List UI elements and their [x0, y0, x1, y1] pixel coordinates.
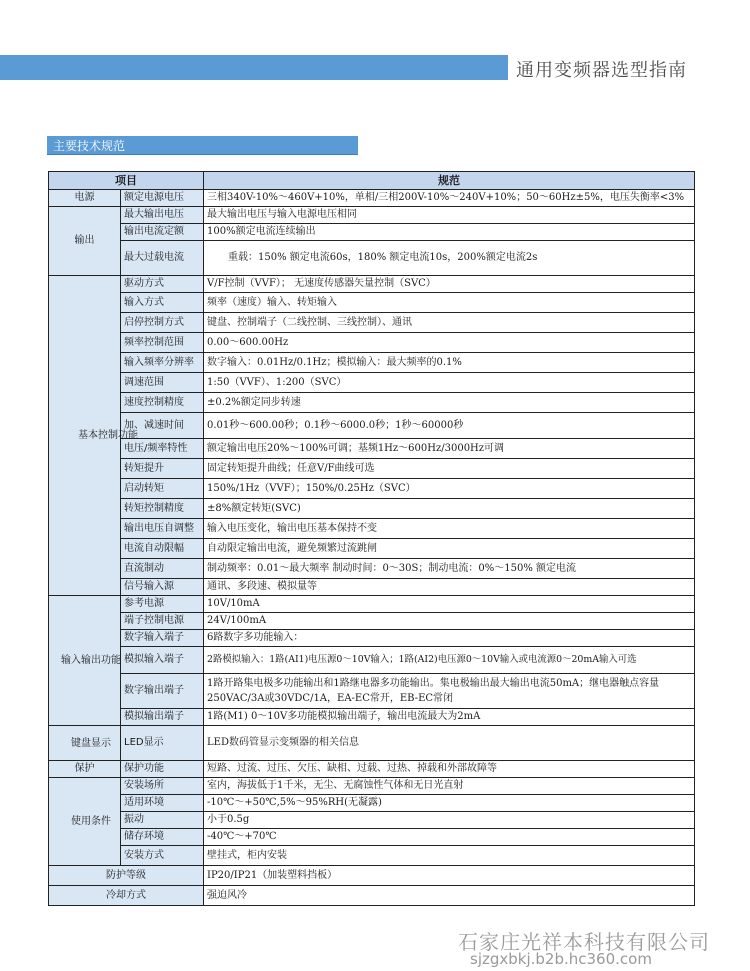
row-value: 数字输入：0.01Hz/0.1Hz；模拟输入：最大频率的0.1%	[204, 353, 695, 373]
table-row	[49, 829, 695, 846]
row-item: 输出电流定额	[121, 224, 204, 241]
row-item: 冷却方式	[49, 886, 204, 906]
row-item: 额定电源电压	[121, 190, 204, 207]
row-value: 0.01秒～600.00秒；0.1秒～6000.0秒；1秒～60000秒	[204, 413, 695, 439]
table-row	[49, 778, 695, 795]
row-item: 安装方式	[121, 846, 204, 866]
table-header-row	[49, 172, 695, 190]
row-value: 强迫风冷	[204, 886, 695, 906]
section-title: 主要技术规范	[53, 139, 126, 153]
row-item: LED显示	[121, 726, 204, 761]
row-item: 保护功能	[121, 761, 204, 778]
row-item: 储存环境	[121, 829, 204, 846]
row-item: 加、减速时间	[121, 413, 204, 439]
table-row	[49, 479, 695, 499]
row-item: 适用环境	[121, 795, 204, 812]
table-row	[49, 439, 695, 459]
table-row	[49, 207, 695, 224]
row-value: 6路数字多功能输入：	[204, 630, 695, 647]
row-value: 室内，海拔低于1千米，无尘、无腐蚀性气体和无日光直射	[204, 778, 695, 795]
row-value: 固定转矩提升曲线；任意V/F曲线可选	[204, 459, 695, 479]
row-value: 壁挂式，柜内安装	[204, 846, 695, 866]
row-item: 安装场所	[121, 778, 204, 795]
row-value: 键盘、控制端子（二线控制、三线控制）、通讯	[204, 313, 695, 333]
row-value: 三相340V-10%～460V+10%，单相/三相200V-10%～240V+10%；50～60Hz±5%，电压失衡率<3%	[204, 190, 695, 207]
table-row	[49, 596, 695, 613]
row-value: 0.00～600.00Hz	[204, 333, 695, 353]
table-row	[49, 866, 695, 886]
row-item: 电流自动限幅	[121, 539, 204, 559]
row-item: 信号输入源	[121, 579, 204, 596]
row-value: 100%额定电流连续输出	[204, 224, 695, 241]
category-power: 电源	[49, 190, 121, 207]
table-row	[49, 647, 695, 674]
row-value: 1路(M1) 0～10V多功能模拟输出端子，输出电流最大为2mA	[204, 709, 695, 726]
row-item: 模拟输入端子	[121, 647, 204, 674]
row-value: 短路、过流、过压、欠压、缺相、过载、过热、掉载和外部故障等	[204, 761, 695, 778]
category-output: 输出	[49, 207, 121, 276]
header-spec: 规范	[204, 172, 695, 190]
row-value: IP20/IP21（加装塑料挡板）	[204, 866, 695, 886]
category-basic-control: 基本控制功能	[49, 276, 121, 596]
table-row	[49, 630, 695, 647]
row-item: 输入频率分辨率	[121, 353, 204, 373]
row-item: 端子控制电源	[121, 613, 204, 630]
row-value: 24V/100mA	[204, 613, 695, 630]
table-row	[49, 812, 695, 829]
table-row	[49, 726, 695, 761]
row-value: 150%/1Hz（VVF）；150%/0.25Hz（SVC）	[204, 479, 695, 499]
row-item: 启停控制方式	[121, 313, 204, 333]
table-row	[49, 846, 695, 866]
row-value: 10V/10mA	[204, 596, 695, 613]
header-band	[0, 55, 508, 80]
row-value: 1:50（VVF）、1:200（SVC）	[204, 373, 695, 393]
company-watermark: 石家庄光祥本科技有限公司	[458, 930, 710, 954]
header-item: 项目	[49, 172, 204, 190]
row-value: 额定输出电压20%～100%可调；基频1Hz～600Hz/3000Hz可调	[204, 439, 695, 459]
table-row	[49, 795, 695, 812]
document-title: 通用变频器选型指南	[516, 60, 687, 81]
table-row	[49, 674, 695, 709]
category-io: 输入输出功能	[49, 596, 121, 726]
row-item: 调速范围	[121, 373, 204, 393]
table-row	[49, 413, 695, 439]
table-row	[49, 224, 695, 241]
category-protect: 保护	[49, 761, 121, 778]
table-row	[49, 499, 695, 519]
row-item: 数字输出端子	[121, 674, 204, 709]
row-value: V/F控制（VVF）； 无速度传感器矢量控制（SVC）	[204, 276, 695, 293]
row-item: 最大过载电流	[121, 241, 204, 276]
row-item: 输入方式	[121, 293, 204, 313]
row-value: 频率（速度）输入、转矩输入	[204, 293, 695, 313]
table-row	[49, 241, 695, 276]
table-row	[49, 761, 695, 778]
row-item: 直流制动	[121, 559, 204, 579]
row-item: 频率控制范围	[121, 333, 204, 353]
table-row	[49, 709, 695, 726]
row-item: 模拟输出端子	[121, 709, 204, 726]
table-row	[49, 333, 695, 353]
table-row	[49, 519, 695, 539]
site-watermark: sjzgxbkj.b2b.hc360.com	[470, 950, 652, 968]
row-item: 最大输出电压	[121, 207, 204, 224]
table-row	[49, 613, 695, 630]
row-value: ±8%额定转矩(SVC)	[204, 499, 695, 519]
table-row	[49, 579, 695, 596]
row-item: 驱动方式	[121, 276, 204, 293]
row-item: 速度控制精度	[121, 393, 204, 413]
table-row	[49, 313, 695, 333]
table-row	[49, 353, 695, 373]
row-item: 转矩控制精度	[121, 499, 204, 519]
table-row	[49, 559, 695, 579]
table-row	[49, 393, 695, 413]
table-row	[49, 276, 695, 293]
row-item: 启动转矩	[121, 479, 204, 499]
row-value: LED数码管显示变频器的相关信息	[204, 726, 695, 761]
row-value: 自动限定输出电流，避免频繁过流跳闸	[204, 539, 695, 559]
row-value: 重载：150% 额定电流60s，180% 额定电流10s，200%额定电流2s	[204, 241, 695, 276]
row-item: 振动	[121, 812, 204, 829]
row-value: 输入电压变化，输出电压基本保持不变	[204, 519, 695, 539]
table-row	[49, 459, 695, 479]
row-value: 1路开路集电极多功能输出和1路继电器多功能输出。集电极输出最大输出电流50mA；继电器触点容量250VAC/3A或30VDC/1A，EA-EC常开，EB-EC常闭	[204, 674, 695, 709]
table-row	[49, 373, 695, 393]
row-value: 2路模拟输入：1路(AI1)电压源0～10V输入；1路(AI2)电压源0～10V输入或电流源0～20mA输入可选	[204, 647, 695, 674]
table-row	[49, 190, 695, 207]
row-value: 制动频率：0.01～最大频率 制动时间：0～30S；制动电流：0%～150% 额定电流	[204, 559, 695, 579]
row-value: -10℃～+50℃,5%～95%RH(无凝露)	[204, 795, 695, 812]
row-item: 电压/频率特性	[121, 439, 204, 459]
row-item: 输出电压自调整	[121, 519, 204, 539]
row-item: 参考电源	[121, 596, 204, 613]
row-item: 转矩提升	[121, 459, 204, 479]
row-value: 通讯、多段速、模拟量等	[204, 579, 695, 596]
table-row	[49, 293, 695, 313]
category-conditions: 使用条件	[49, 778, 121, 866]
spec-table	[48, 171, 695, 906]
section-bar	[47, 136, 358, 155]
row-value: 小于0.5g	[204, 812, 695, 829]
row-value: ±0.2%额定同步转速	[204, 393, 695, 413]
row-value: 最大输出电压与输入电源电压相同	[204, 207, 695, 224]
row-item: 数字输入端子	[121, 630, 204, 647]
table-row	[49, 886, 695, 906]
row-item: 防护等级	[49, 866, 204, 886]
category-display: 键盘显示	[49, 726, 121, 761]
row-value: -40℃～+70℃	[204, 829, 695, 846]
table-row	[49, 539, 695, 559]
